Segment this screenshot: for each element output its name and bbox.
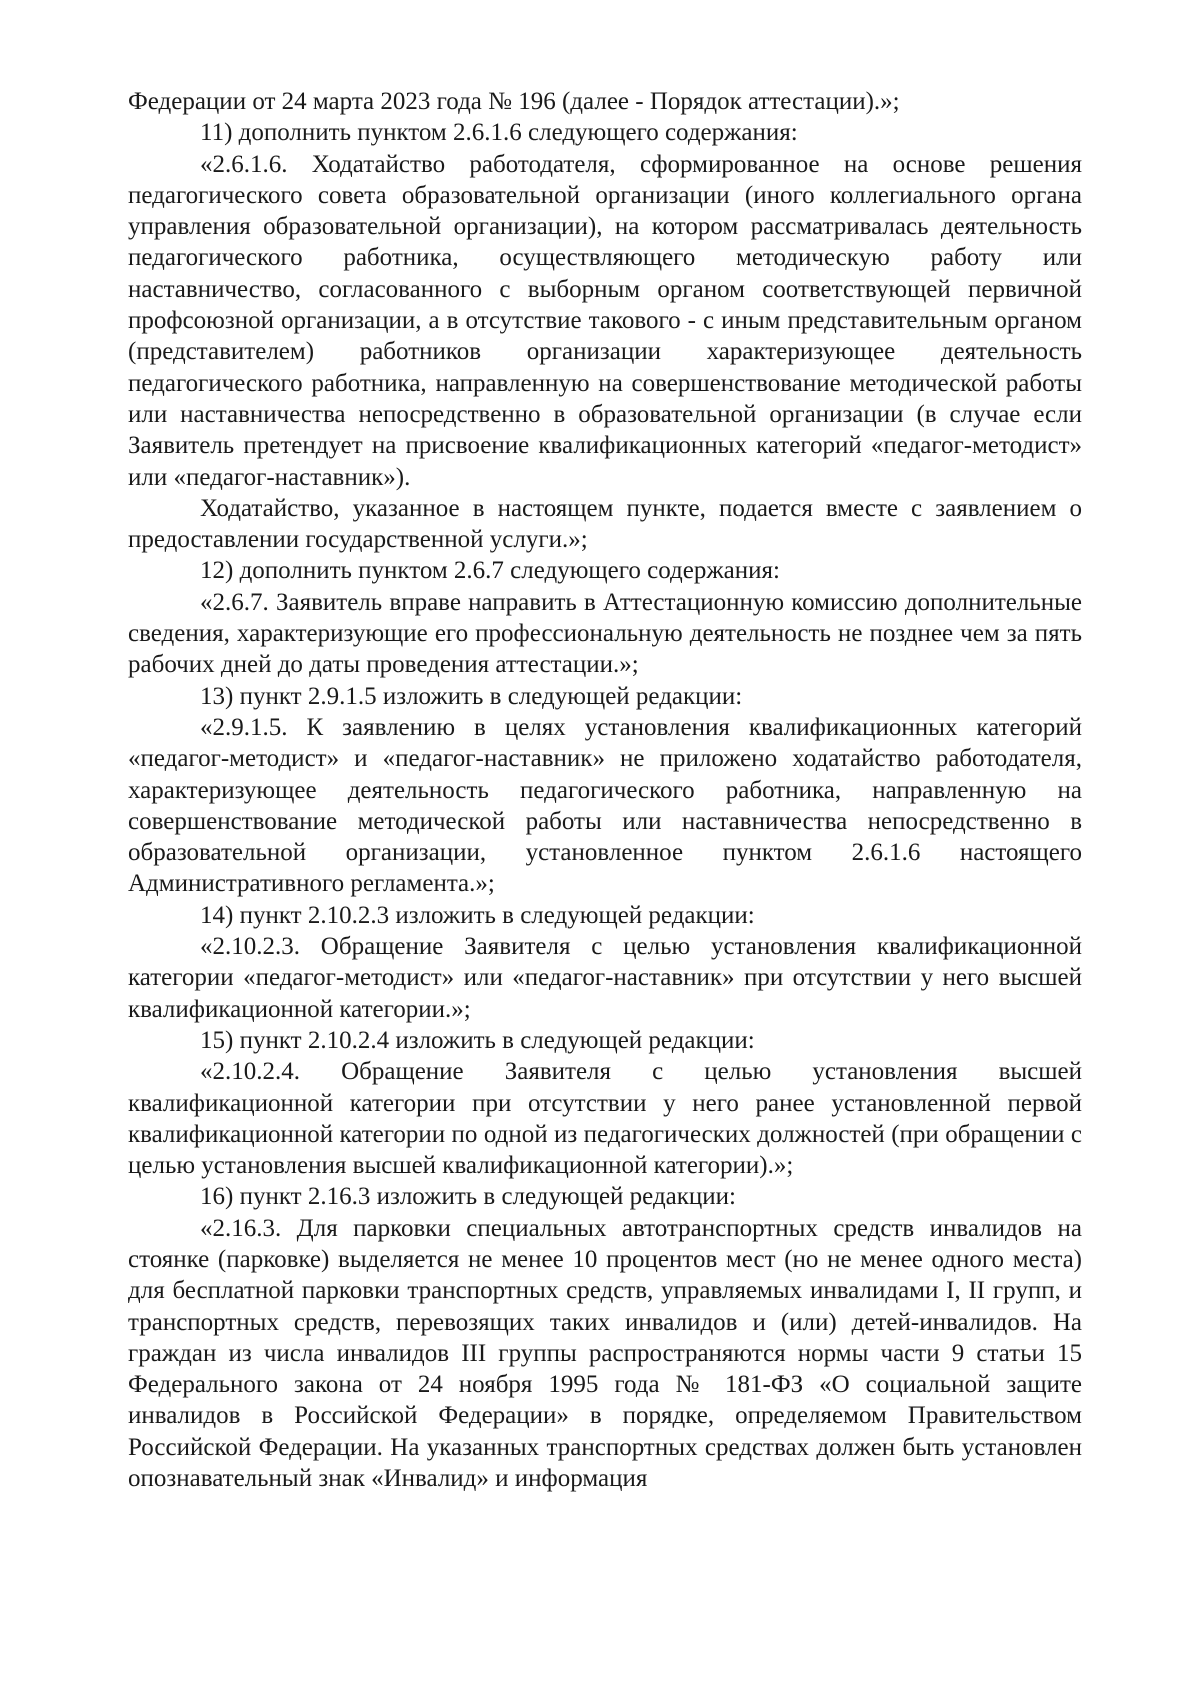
paragraph-item-11: 11) дополнить пунктом 2.6.1.6 следующего содержания:: [200, 119, 798, 147]
paragraph-item-15: 15) пункт 2.10.2.4 изложить в следующей редакции:: [200, 1026, 755, 1054]
paragraph-continuation: Федерации от 24 марта 2023 года № 196 (далее - Порядок аттестации).»;: [128, 88, 900, 115]
paragraph-clause-2-9-1-5: «2.9.1.5. К заявлению в целях установления квалификационных категорий «педагог-методист» и «педагог-наставник» не приложено ходатайство работодателя, характеризующее деятельность педагогического работника, направленную на совершенствование методической работы или наставничества непосредственно в образовательной организации, установленное пунктом 2.6.1.6 настоящего Административного регламента.»;: [128, 713, 1082, 898]
paragraph-clause-2-10-2-3: «2.10.2.3. Обращение Заявителя с целью установления квалификационной категории «педагог-методист» или «педагог-наставник» при отсутствии у него высшей квалификационной категории.»;: [128, 933, 1082, 1023]
paragraph-item-14: 14) пункт 2.10.2.3 изложить в следующей редакции:: [200, 901, 755, 929]
paragraph-petition-note: Ходатайство, указанное в настоящем пункте, подается вместе с заявлением о предоставлении государственной услуги.»;: [128, 494, 1082, 554]
paragraph-clause-2-6-1-6: «2.6.1.6. Ходатайство работодателя, сформированное на основе решения педагогического совета образовательной организации (иного коллегиального органа управления образовательной организации), на котором рассматривалась деятельность педагогического работника, осуществляющего методическую работу или наставничество, согласованного с выборным органом соответствующей первичной профсоюзной организации, а в отсутствие такового - с иным представительным органом (представителем) работников организации характеризующее деятельность педагогического работника, направленную на совершенствование методической работы или наставничества непосредственно в образовательной организации (в случае если Заявитель претендует на присвоение квалификационных категорий «педагог-методист» или «педагог-наставник»).: [128, 150, 1082, 491]
document-body: [128, 86, 1082, 1494]
paragraph-item-13: 13) пункт 2.9.1.5 изложить в следующей редакции:: [200, 682, 743, 710]
paragraph-clause-2-16-3: «2.16.3. Для парковки специальных автотранспортных средств инвалидов на стоянке (парковке) выделяется не менее 10 процентов мест (но не менее одного места) для бесплатной парковки транспортных средств, управляемых инвалидами I, II групп, и транспортных средств, перевозящих таких инвалидов и (или) детей-инвалидов. На граждан из числа инвалидов III группы распространяются нормы части 9 статьи 15 Федерального закона от 24 ноября 1995 года № 181-ФЗ «О социальной защите инвалидов в Российской Федерации» в порядке, определяемом Правительством Российской Федерации. На указанных транспортных средствах должен быть установлен опознавательный знак «Инвалид» и информация: [128, 1214, 1082, 1493]
paragraph-clause-2-6-7: «2.6.7. Заявитель вправе направить в Аттестационную комиссию дополнительные сведения, характеризующие его профессиональную деятельность не позднее чем за пять рабочих дней до даты проведения аттестации.»;: [128, 588, 1082, 679]
paragraph-item-16: 16) пункт 2.16.3 изложить в следующей редакции:: [200, 1183, 736, 1211]
paragraph-item-12: 12) дополнить пунктом 2.6.7 следующего содержания:: [200, 557, 780, 585]
paragraph-clause-2-10-2-4: «2.10.2.4. Обращение Заявителя с целью установления высшей квалификационной категории при отсутствии у него ранее установленной первой квалификационной категории по одной из педагогических должностей (при обращении с целью установления высшей квалификационной категории).»;: [128, 1058, 1082, 1180]
